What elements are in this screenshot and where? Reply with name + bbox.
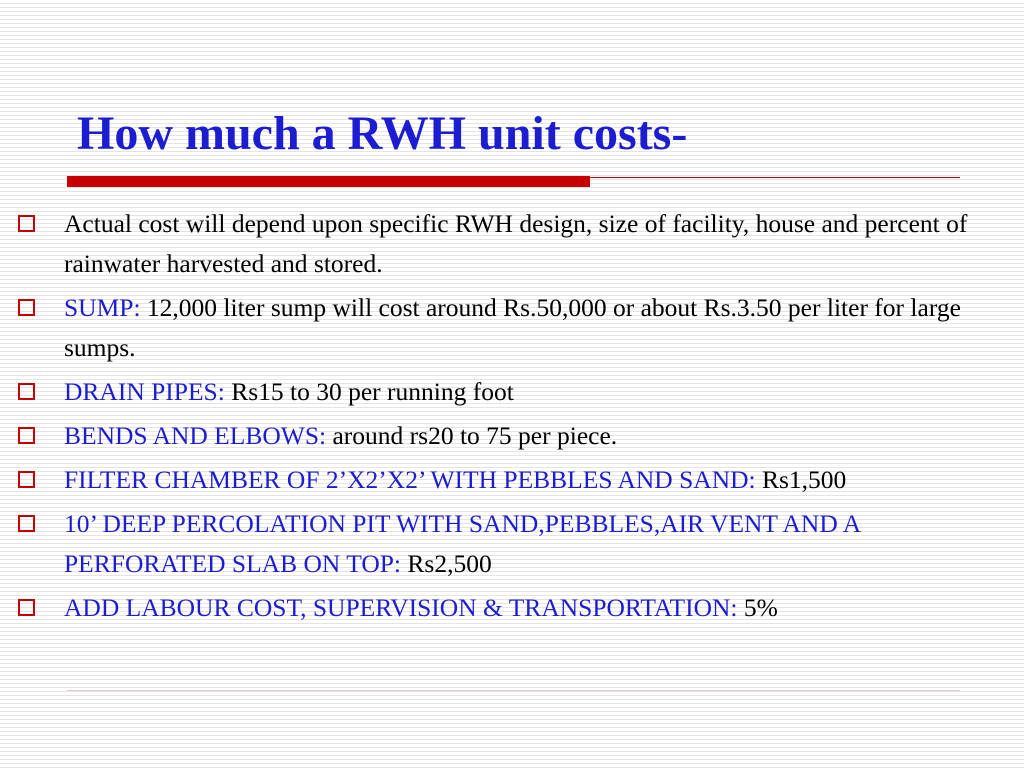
bullet-item-actual-cost	[18, 204, 1020, 284]
bullet-text: 5%	[737, 593, 778, 622]
square-bullet-icon	[18, 515, 35, 532]
bullet-text: Actual cost will depend upon specific RWH design, size of facility, house and percent of rainwater harvested and stored.	[64, 209, 968, 278]
bullet-list	[18, 204, 1020, 632]
square-bullet-icon	[18, 471, 35, 488]
bullet-item-drain-pipes	[18, 372, 1020, 412]
bullet-item-sump	[18, 288, 1020, 368]
bullet-label: BENDS AND ELBOWS:	[64, 421, 327, 450]
bullet-text: Rs1,500	[755, 465, 847, 494]
footer-divider	[67, 690, 960, 691]
title-underline-thick	[67, 176, 590, 187]
bullet-label: SUMP:	[64, 293, 141, 322]
bullet-item-labour-cost	[18, 588, 1020, 628]
bullet-text: Rs15 to 30 per running foot	[224, 377, 514, 406]
bullet-item-percolation-pit	[18, 504, 1020, 584]
bullet-text: 12,000 liter sump will cost around Rs.50,000 or about Rs.3.50 per liter for large sumps.	[64, 293, 961, 362]
bullet-label: 10’ DEEP PERCOLATION PIT WITH SAND,PEBBLES,AIR VENT AND A PERFORATED SLAB ON TOP:	[64, 509, 860, 578]
square-bullet-icon	[18, 383, 35, 400]
title-underline-thin	[590, 177, 960, 178]
bullet-item-bends-elbows	[18, 416, 1020, 456]
bullet-label: FILTER CHAMBER OF 2’X2’X2’ WITH PEBBLES AND SAND:	[64, 465, 756, 494]
square-bullet-icon	[18, 427, 35, 444]
square-bullet-icon	[18, 299, 35, 316]
bullet-text: Rs2,500	[401, 549, 492, 578]
bullet-item-filter-chamber	[18, 460, 1020, 500]
square-bullet-icon	[18, 215, 35, 232]
square-bullet-icon	[18, 599, 35, 616]
slide-title: How much a RWH unit costs-	[77, 107, 688, 160]
bullet-label: DRAIN PIPES:	[64, 377, 225, 406]
bullet-label: ADD LABOUR COST, SUPERVISION & TRANSPORTATION:	[64, 593, 738, 622]
bullet-text: around rs20 to 75 per piece.	[326, 421, 618, 450]
